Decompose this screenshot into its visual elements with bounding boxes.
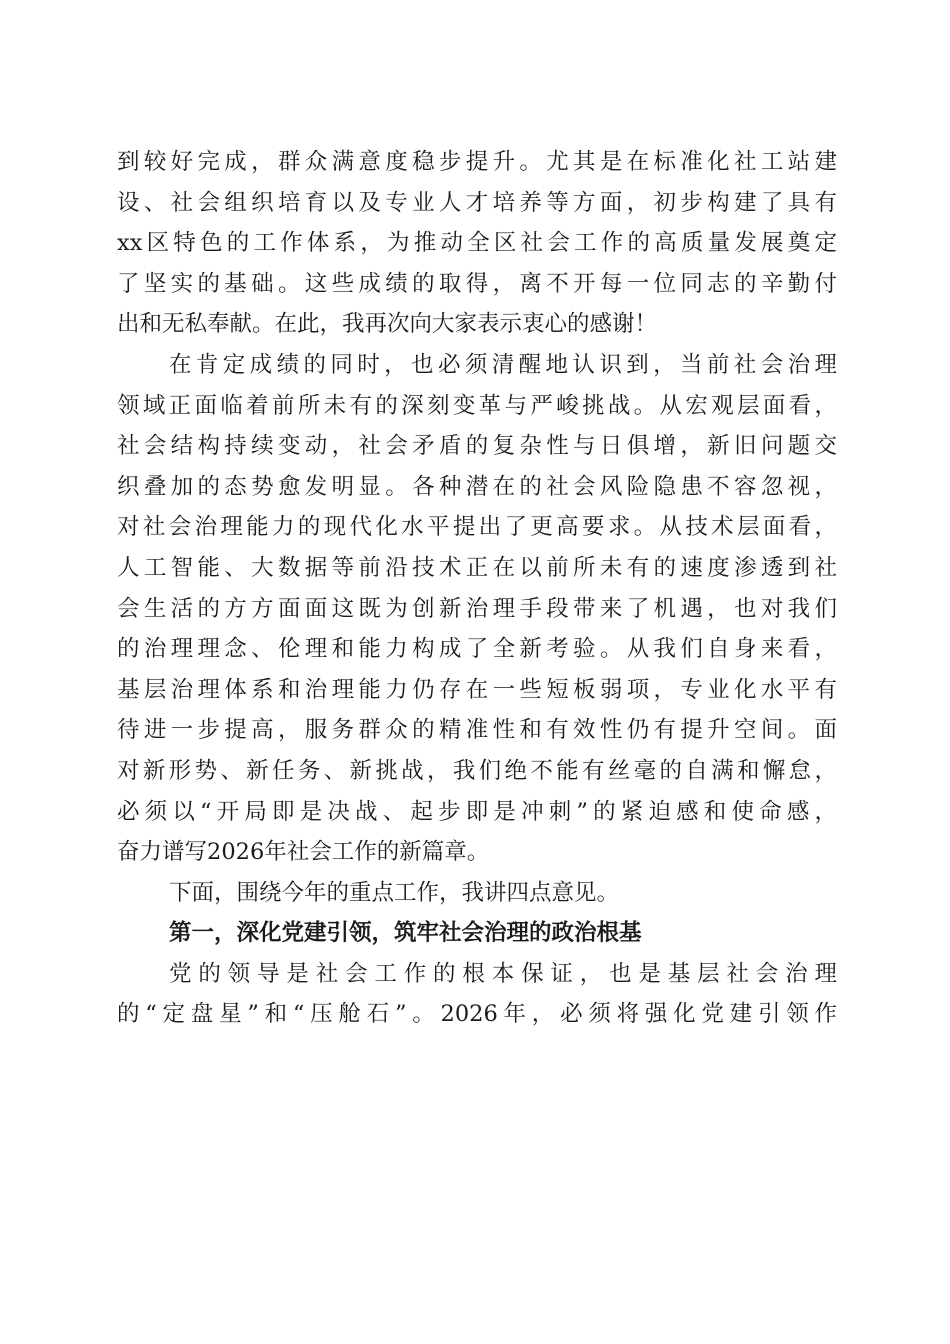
text-line: 设、社会组织培育以及专业人才培养等方面，初步构建了具有 [117,189,837,216]
text-line: 领域正面临着前所未有的深刻变革与严峻挑战。从宏观层面看， [117,392,837,419]
text-line: 对社会治理能力的现代化水平提出了更高要求。从技术层面看， [117,514,837,541]
document-body [117,142,837,1035]
section-heading: 第一，深化党建引领，筑牢社会治理的政治根基 [169,920,642,947]
text-line: 奋力谱写2026年社会工作的新篇章。 [117,839,490,866]
paragraph-start-line: 在肯定成绩的同时，也必须清醒地认识到，当前社会治理 [169,351,837,378]
paragraph-line: 下面，围绕今年的重点工作，我讲四点意见。 [169,879,620,906]
text-line: 对新形势、新任务、新挑战，我们绝不能有丝毫的自满和懈怠， [117,757,837,784]
text-line: xx区特色的工作体系，为推动全区社会工作的高质量发展奠定 [117,230,837,257]
text-line: 基层治理体系和治理能力仍存在一些短板弱项，专业化水平有 [117,676,837,703]
text-line: 的“定盘星”和“压舱石”。2026年，必须将强化党建引领作 [117,1001,837,1028]
paragraph-start-line: 党的领导是社会工作的根本保证，也是基层社会治理 [169,960,837,987]
text-line: 社会结构持续变动，社会矛盾的复杂性与日俱增，新旧问题交 [117,433,837,460]
text-line: 待进一步提高，服务群众的精准性和有效性仍有提升空间。面 [117,717,837,744]
text-line: 人工智能、大数据等前沿技术正在以前所未有的速度渗透到社 [117,554,837,581]
text-line: 的治理理念、伦理和能力构成了全新考验。从我们自身来看， [117,636,837,663]
text-line: 织叠加的态势愈发明显。各种潜在的社会风险隐患不容忽视， [117,473,837,500]
text-line: 出和无私奉献。在此，我再次向大家表示衷心的感谢！ [117,311,658,338]
text-line: 了坚实的基础。这些成绩的取得，离不开每一位同志的辛勤付 [117,270,837,297]
text-line: 到较好完成，群众满意度稳步提升。尤其是在标准化社工站建 [117,149,837,175]
text-line: 会生活的方方面面这既为创新治理手段带来了机遇，也对我们 [117,595,837,622]
text-line: 必须以“开局即是决战、起步即是冲刺”的紧迫感和使命感， [117,798,837,825]
